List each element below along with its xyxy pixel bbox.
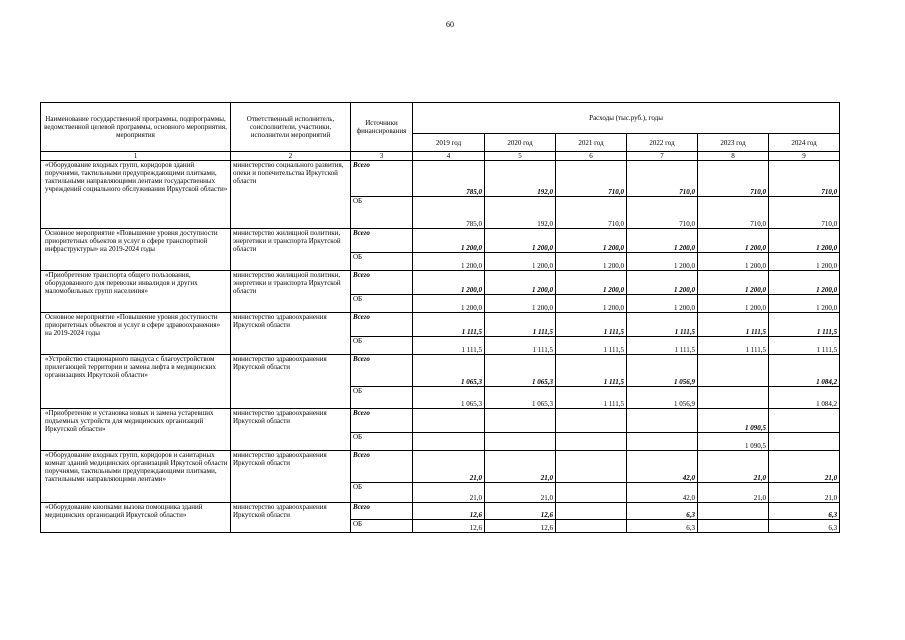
ob-value: 1 065,3 bbox=[485, 387, 556, 409]
ob-value: 192,0 bbox=[485, 197, 556, 229]
ob-value bbox=[485, 433, 556, 451]
row-name: Основное мероприятие «Повышение уровня доступности приоритетных объектов и услуг в сфере здравоохранения» на 2019-2024 годы bbox=[41, 313, 231, 355]
ob-value bbox=[698, 387, 769, 409]
header-year: 2019 год bbox=[413, 134, 485, 152]
source-total-label: Всего bbox=[351, 409, 413, 433]
total-value: 1 200,0 bbox=[485, 229, 556, 253]
total-value: 1 084,2 bbox=[769, 355, 840, 387]
total-value: 21,0 bbox=[769, 451, 840, 483]
total-value: 1 065,3 bbox=[485, 355, 556, 387]
ob-value: 1 056,9 bbox=[627, 387, 698, 409]
ob-value: 42,0 bbox=[627, 483, 698, 503]
total-value: 1 200,0 bbox=[627, 271, 698, 295]
total-value: 710,0 bbox=[698, 161, 769, 197]
header-year: 2024 год bbox=[769, 134, 840, 152]
total-value: 1 200,0 bbox=[485, 271, 556, 295]
total-value: 1 111,5 bbox=[485, 313, 556, 337]
source-ob-label: ОБ bbox=[351, 253, 413, 271]
col-number: 2 bbox=[231, 152, 351, 161]
ob-value: 1 200,0 bbox=[556, 295, 627, 313]
ob-value bbox=[556, 433, 627, 451]
ob-value: 1 200,0 bbox=[698, 253, 769, 271]
col-number: 8 bbox=[698, 152, 769, 161]
ob-value: 12,6 bbox=[485, 520, 556, 533]
source-ob-label: ОБ bbox=[351, 337, 413, 355]
ob-value: 1 200,0 bbox=[413, 253, 485, 271]
ob-value: 1 111,5 bbox=[698, 337, 769, 355]
total-value: 1 200,0 bbox=[556, 229, 627, 253]
ob-value: 1 111,5 bbox=[413, 337, 485, 355]
ob-value: 1 111,5 bbox=[769, 337, 840, 355]
row-executor: министерство жилищной политики, энергетики и транспорта Иркутской области bbox=[231, 229, 351, 271]
total-value: 785,0 bbox=[413, 161, 485, 197]
ob-value: 710,0 bbox=[769, 197, 840, 229]
row-executor: министерство здравоохранения Иркутской области bbox=[231, 451, 351, 503]
row-executor: министерство здравоохранения Иркутской области bbox=[231, 313, 351, 355]
total-value: 1 200,0 bbox=[627, 229, 698, 253]
source-ob-label: ОБ bbox=[351, 387, 413, 409]
row-executor: министерство здравоохранения Иркутской области bbox=[231, 355, 351, 409]
total-value bbox=[556, 503, 627, 520]
header-year: 2023 год bbox=[698, 134, 769, 152]
total-value bbox=[769, 409, 840, 433]
expenses-table bbox=[40, 102, 840, 533]
total-value bbox=[556, 409, 627, 433]
row-name: «Приобретение и установка новых и замена устаревших подъемных устройств для медицинских организаций Иркутской области» bbox=[41, 409, 231, 451]
total-value: 710,0 bbox=[627, 161, 698, 197]
ob-value: 1 200,0 bbox=[413, 295, 485, 313]
total-value: 12,6 bbox=[413, 503, 485, 520]
col-number: 4 bbox=[413, 152, 485, 161]
source-total-label: Всего bbox=[351, 161, 413, 197]
source-ob-label: ОБ bbox=[351, 433, 413, 451]
header-name: Наименование государственной программы, подпрограммы, ведомственной целевой программы, основного мероприятия, мероприятия bbox=[41, 103, 231, 152]
total-value: 12,6 bbox=[485, 503, 556, 520]
ob-value: 1 065,3 bbox=[413, 387, 485, 409]
ob-value: 710,0 bbox=[627, 197, 698, 229]
ob-value: 1 200,0 bbox=[485, 253, 556, 271]
total-value: 710,0 bbox=[769, 161, 840, 197]
total-value bbox=[698, 355, 769, 387]
source-total-label: Всего bbox=[351, 451, 413, 483]
row-name: Основное мероприятие «Повышение уровня доступности приоритетных объектов и услуг в сфере транспортной инфраструктуры» на 2019-2024 годы bbox=[41, 229, 231, 271]
total-value: 1 111,5 bbox=[769, 313, 840, 337]
total-value: 1 200,0 bbox=[556, 271, 627, 295]
total-value: 1 200,0 bbox=[698, 271, 769, 295]
ob-value: 1 200,0 bbox=[627, 295, 698, 313]
ob-value: 1 200,0 bbox=[556, 253, 627, 271]
ob-value: 1 200,0 bbox=[769, 295, 840, 313]
col-number: 1 bbox=[41, 152, 231, 161]
ob-value: 21,0 bbox=[485, 483, 556, 503]
col-number: 3 bbox=[351, 152, 413, 161]
total-value: 1 111,5 bbox=[556, 355, 627, 387]
source-ob-label: ОБ bbox=[351, 295, 413, 313]
row-name: «Оборудование входных групп, коридоров зданий поручнями, тактильными предупреждающими плитками, тактильными направляющими лентами государственных учреждений социального обслуживания Иркутской области» bbox=[41, 161, 231, 229]
header-executor: Ответственный исполнитель, соисполнители, участники, исполнители мероприятий bbox=[231, 103, 351, 152]
ob-value: 6,3 bbox=[627, 520, 698, 533]
ob-value: 21,0 bbox=[698, 483, 769, 503]
ob-value: 1 200,0 bbox=[485, 295, 556, 313]
total-value bbox=[556, 451, 627, 483]
total-value: 42,0 bbox=[627, 451, 698, 483]
header-year: 2022 год bbox=[627, 134, 698, 152]
source-ob-label: ОБ bbox=[351, 520, 413, 533]
ob-value: 21,0 bbox=[769, 483, 840, 503]
total-value: 21,0 bbox=[698, 451, 769, 483]
col-number: 9 bbox=[769, 152, 840, 161]
total-value: 1 200,0 bbox=[413, 271, 485, 295]
ob-value bbox=[627, 433, 698, 451]
total-value: 6,3 bbox=[627, 503, 698, 520]
ob-value bbox=[698, 520, 769, 533]
row-executor: министерство социального развития, опеки и попечительства Иркутской области bbox=[231, 161, 351, 229]
row-name: «Устройство стационарного пандуса с благоустройством прилегающей территории и замена лифта в медицинских организациях Иркутской области» bbox=[41, 355, 231, 409]
total-value: 1 111,5 bbox=[413, 313, 485, 337]
page-number: 60 bbox=[446, 20, 454, 29]
header-year: 2021 год bbox=[556, 134, 627, 152]
source-total-label: Всего bbox=[351, 313, 413, 337]
total-value: 6,3 bbox=[769, 503, 840, 520]
row-executor: министерство здравоохранения Иркутской области bbox=[231, 503, 351, 533]
total-value: 1 200,0 bbox=[413, 229, 485, 253]
row-name: «Приобретение транспорта общего пользования, оборудованного для перевозки инвалидов и других маломобильных групп населения» bbox=[41, 271, 231, 313]
col-number: 6 bbox=[556, 152, 627, 161]
total-value: 710,0 bbox=[556, 161, 627, 197]
ob-value: 1 200,0 bbox=[698, 295, 769, 313]
ob-value: 1 090,5 bbox=[698, 433, 769, 451]
row-executor: министерство здравоохранения Иркутской области bbox=[231, 409, 351, 451]
ob-value: 785,0 bbox=[413, 197, 485, 229]
total-value bbox=[413, 409, 485, 433]
header-year: 2020 год bbox=[485, 134, 556, 152]
ob-value: 1 200,0 bbox=[627, 253, 698, 271]
total-value: 1 056,9 bbox=[627, 355, 698, 387]
source-total-label: Всего bbox=[351, 503, 413, 520]
source-total-label: Всего bbox=[351, 229, 413, 253]
ob-value: 6,3 bbox=[769, 520, 840, 533]
ob-value: 21,0 bbox=[413, 483, 485, 503]
total-value: 1 111,5 bbox=[698, 313, 769, 337]
ob-value: 12,6 bbox=[413, 520, 485, 533]
ob-value bbox=[556, 483, 627, 503]
ob-value bbox=[769, 433, 840, 451]
source-ob-label: ОБ bbox=[351, 483, 413, 503]
ob-value bbox=[556, 520, 627, 533]
header-source: Источники финансирования bbox=[351, 103, 413, 152]
row-name: «Оборудование кнопками вызова помощника зданий медицинских организаций Иркутской области» bbox=[41, 503, 231, 533]
source-ob-label: ОБ bbox=[351, 197, 413, 229]
ob-value: 1 111,5 bbox=[485, 337, 556, 355]
total-value: 192,0 bbox=[485, 161, 556, 197]
total-value bbox=[698, 503, 769, 520]
total-value: 21,0 bbox=[413, 451, 485, 483]
ob-value: 1 111,5 bbox=[556, 387, 627, 409]
total-value: 1 111,5 bbox=[556, 313, 627, 337]
total-value: 1 065,3 bbox=[413, 355, 485, 387]
row-name: «Оборудование входных групп, коридоров и санитарных комнат зданий медицинских организаций Иркутской области поручнями, тактильными предупреждающими плитками, тактильными направляющими лентами» bbox=[41, 451, 231, 503]
total-value: 1 090,5 bbox=[698, 409, 769, 433]
total-value: 1 200,0 bbox=[769, 271, 840, 295]
col-number: 7 bbox=[627, 152, 698, 161]
ob-value: 1 200,0 bbox=[769, 253, 840, 271]
source-total-label: Всего bbox=[351, 355, 413, 387]
ob-value: 1 084,2 bbox=[769, 387, 840, 409]
total-value: 1 200,0 bbox=[769, 229, 840, 253]
total-value bbox=[627, 409, 698, 433]
header-expenses: Расходы (тыс.руб.), годы bbox=[413, 103, 840, 134]
total-value: 1 200,0 bbox=[698, 229, 769, 253]
col-number: 5 bbox=[485, 152, 556, 161]
ob-value bbox=[413, 433, 485, 451]
row-executor: министерство жилищной политики, энергетики и транспорта Иркутской области bbox=[231, 271, 351, 313]
total-value: 21,0 bbox=[485, 451, 556, 483]
ob-value: 710,0 bbox=[698, 197, 769, 229]
total-value bbox=[485, 409, 556, 433]
total-value: 1 111,5 bbox=[627, 313, 698, 337]
ob-value: 1 111,5 bbox=[556, 337, 627, 355]
ob-value: 1 111,5 bbox=[627, 337, 698, 355]
ob-value: 710,0 bbox=[556, 197, 627, 229]
source-total-label: Всего bbox=[351, 271, 413, 295]
